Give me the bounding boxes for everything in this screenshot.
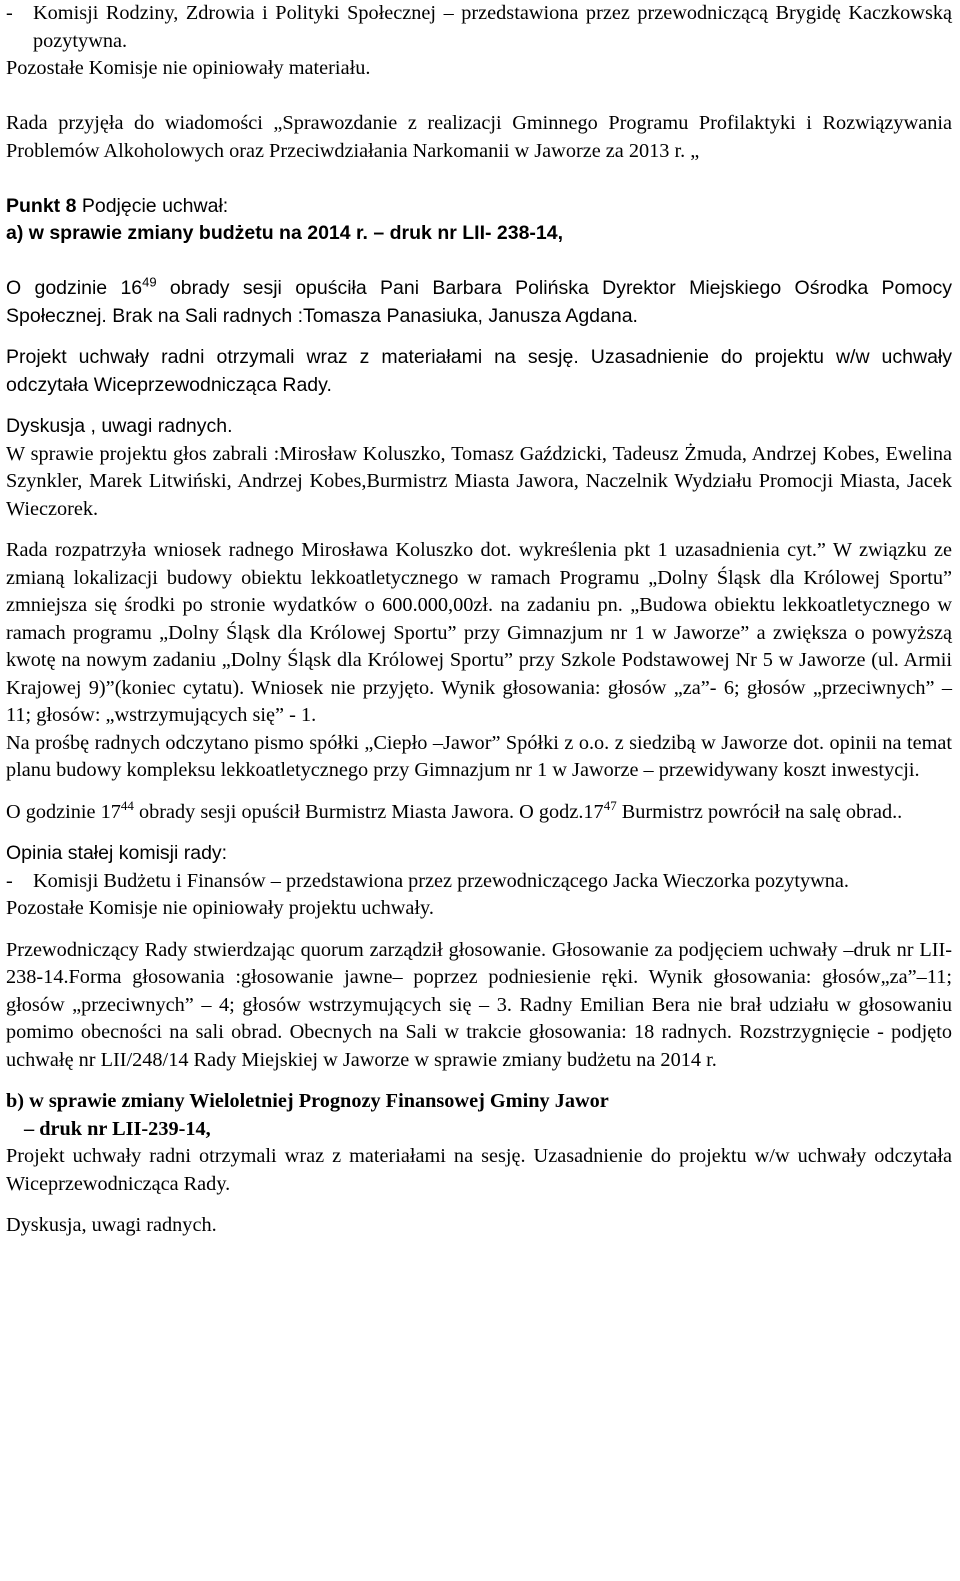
discussion-b-heading: Dyskusja, uwagi radnych. [6, 1214, 217, 1236]
mayor-leave-text-b: obrady sesji opuścił Burmistrz Miasta Jawora. O godz.17 [133, 800, 604, 823]
list-dash: - [6, 869, 13, 892]
project-received-b-paragraph: Projekt uchwały radni otrzymali wraz z materiałami na sesję. Uzasadnienie do projektu w/w uchwały odczytała Wiceprzewodnicząca Rady. [6, 1145, 952, 1195]
mayor-leave-text-a: O godzinie 17 [6, 800, 121, 823]
resolution-b-print-number: – druk nr LII-239-14, [24, 1117, 211, 1140]
speakers-paragraph: W sprawie projektu głos zabrali :Mirosław Koluszko, Tomasz Gaździcki, Tadeusz Żmuda, Andrzej Kobes, Ewelina Szynkler, Marek Litwiński, Andrzej Kobes,Burmistrz Miasta Jawora, Naczelnik Wydziału Promocji Miasta, Jacek Wieczorek. [6, 442, 952, 520]
project-received-paragraph: Projekt uchwały radni otrzymali wraz z materiałami na sesję. Uzasadnienie do projektu w/w uchwały odczytała Wiceprzewodnicząca Rady. [6, 346, 952, 396]
list-dash: - [6, 2, 13, 24]
other-committees-note: Pozostałe Komisje nie opiniowały materiału. [6, 57, 371, 79]
departure-time-text: O godzinie 16 [6, 277, 143, 299]
mayor-leave-text-c: Burmistrz powrócił na salę obrad.. [616, 800, 903, 823]
committee-opinion-item [6, 0, 952, 55]
committee-opinion-heading: Opinia stałej komisji rady: [6, 842, 228, 864]
mayor-leave-minutes: 44 [120, 797, 134, 813]
departure-time-minutes: 49 [142, 274, 157, 290]
departure-note-text: obrady sesji opuściła Pani Barbara Polińska Dyrektor Miejskiego Ośrodka Pomocy Społecznej. Brak na Sali radnych :Tomasza Panasiuka, Janusza Agdana. [6, 277, 952, 327]
agenda-point-heading [6, 193, 952, 221]
departure-note-paragraph [6, 275, 952, 330]
committee-opinion-text: Komisji Rodziny, Zdrowia i Polityki Społecznej – przedstawiona przez przewodniczącą Brygidę Kaczkowską pozytywna. [33, 2, 952, 52]
budget-committee-item [6, 868, 952, 896]
mayor-return-minutes: 47 [603, 797, 617, 813]
mayor-leave-paragraph [6, 799, 952, 827]
agenda-point-title: Podjęcie uchwał: [76, 194, 229, 217]
discussion-heading: Dyskusja , uwagi radnych. [6, 415, 233, 437]
report-acceptance-paragraph: Rada przyjęła do wiadomości „Sprawozdanie z realizacji Gminnego Programu Profilaktyki i Rozwiązywania Problemów Alkoholowych oraz Przeciwdziałania Narkomanii w Jaworze za 2013 r. „ [6, 112, 952, 162]
document-page [6, 0, 952, 1240]
voting-paragraph: Przewodniczący Rady stwierdzając quorum zarządził głosowanie. Głosowanie za podjęciem uchwały –druk nr LII-238-14.Forma głosowania :głosowanie jawne– poprzez podniesienie ręki. Wynik głosowania: głosów„za”–11; głosów „przeciwnych” – 4; głosów wstrzymujących się – 3. Radny Emilian Bera nie brał udziału w głosowaniu pomimo obecności na sali obrad. Obecnych na Sali w trakcie głosowania: 18 radnych. Rozstrzygnięcie - podjęto uchwałę nr LII/248/14 Rady Miejskiej w Jaworze w sprawie zmiany budżetu na 2014 r. [6, 938, 952, 1071]
resolution-a-title: a) w sprawie zmiany budżetu na 2014 r. [6, 222, 368, 244]
letter-paragraph: Na prośbę radnych odczytano pismo spółki „Ciepło –Jawor” Spółki z o.o. z siedzibą w Jaworze dot. opinii na temat planu budowy kompleksu lekkoatletycznego przy Gimnazjum nr 1 w Jaworze – przewidywany koszt inwestycji. [6, 731, 952, 781]
budget-committee-text: Komisji Budżetu i Finansów – przedstawiona przez przewodniczącego Jacka Wieczorka pozytywna. [33, 869, 849, 892]
agenda-point-label: Punkt 8 [6, 194, 77, 217]
other-committees-project-note: Pozostałe Komisje nie opiniowały projektu uchwały. [6, 897, 434, 919]
motion-paragraph: Rada rozpatrzyła wniosek radnego Mirosława Koluszko dot. wykreślenia pkt 1 uzasadnienia cyt.” W związku ze zmianą lokalizacji budowy obiektu lekkoatletycznego w ramach Programu „Dolny Śląsk dla Królowej Sportu” zmniejsza się środki po stronie wydatków o 600.000,00zł. na zadaniu pn. „Budowa obiektu lekkoatletycznego w ramach programu „Dolny Śląsk dla Królowej Sportu” przy Gimnazjum nr 1 w Jaworze” a zwiększa o powyższą kwotę na nowym zadaniu „Dolny Śląsk dla Królowej Sportu” przy Szkole Podstawowej Nr 5 w Jaworze (ul. Armii Krajowej 9)”(koniec cytatu). Wniosek nie przyjęto. Wynik głosowania: głosów „za”- 6; głosów „przeciwnych” – 11; głosów: „wstrzymujących się” - 1. [6, 539, 952, 726]
resolution-a-heading [6, 220, 952, 248]
resolution-b-title: b) w sprawie zmiany Wieloletniej Prognozy Finansowej Gminy Jawor [6, 1090, 609, 1112]
resolution-a-print-number: – druk nr LII- 238-14, [367, 222, 564, 244]
